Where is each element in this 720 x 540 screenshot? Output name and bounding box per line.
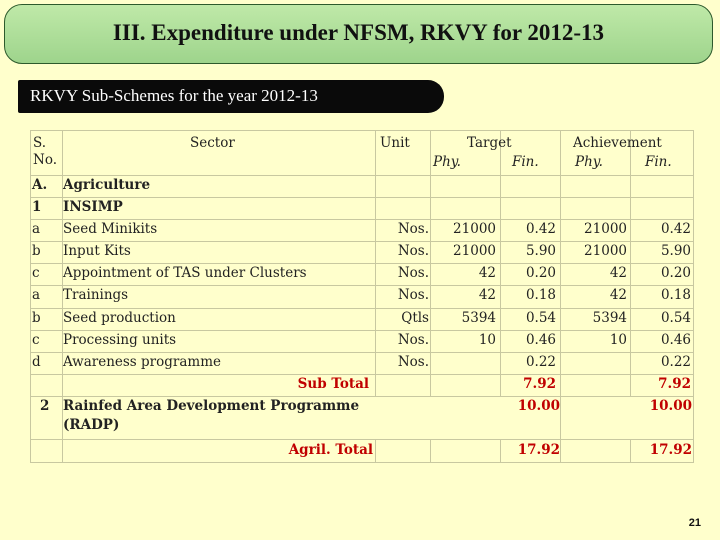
table-cell	[30, 439, 63, 463]
agril-total-target-fin: 17.92	[517, 442, 560, 458]
row-unit: Nos.	[397, 243, 429, 259]
table-cell	[375, 439, 431, 463]
header-sno-2: No.	[33, 152, 57, 168]
header-sector: Sector	[190, 135, 235, 151]
table-cell	[560, 352, 631, 375]
table-cell	[500, 197, 561, 220]
radp-target-fin: 10.00	[517, 398, 560, 414]
table-cell	[630, 175, 694, 198]
row-sector: Agriculture	[63, 177, 151, 193]
row-sector: Input Kits	[63, 243, 131, 259]
row-target-phy: 42	[478, 265, 496, 281]
header-sno: S.	[33, 135, 47, 151]
row-achievement-fin: 0.54	[660, 310, 691, 326]
row-sno: c	[32, 265, 40, 281]
row-target-fin: 0.42	[525, 221, 556, 237]
agril-total-achievement-fin: 17.92	[649, 442, 692, 458]
table-cell	[430, 175, 501, 198]
row-sector: Trainings	[63, 287, 129, 303]
row-unit: Nos.	[397, 332, 429, 348]
table-cell	[430, 439, 501, 463]
row-target-fin: 0.46	[525, 332, 556, 348]
agril-total-label: Agril. Total	[288, 442, 373, 458]
radp-sno: 2	[40, 398, 50, 414]
page-number: 21	[688, 517, 701, 529]
table-cell	[375, 175, 431, 198]
row-achievement-phy: 21000	[584, 221, 627, 237]
radp-label-2: (RADP)	[63, 417, 120, 433]
table-cell	[560, 374, 631, 397]
table-cell	[560, 197, 631, 220]
table-cell	[500, 175, 561, 198]
slide-subtitle: RKVY Sub-Schemes for the year 2012-13	[30, 86, 318, 105]
row-unit: Nos.	[397, 287, 429, 303]
row-achievement-fin: 0.22	[660, 354, 691, 370]
table-cell	[375, 374, 431, 397]
row-unit: Nos.	[397, 265, 429, 281]
row-sector: Appointment of TAS under Clusters	[63, 265, 307, 281]
row-unit: Nos.	[397, 354, 429, 370]
row-sno: a	[32, 221, 41, 237]
row-sno: 1	[32, 199, 42, 215]
row-target-phy: 10	[478, 332, 496, 348]
subtitle-banner	[18, 80, 444, 113]
row-achievement-phy: 42	[609, 265, 627, 281]
header-achievement-fin: Fin.	[645, 154, 672, 170]
row-sno: b	[32, 243, 41, 259]
row-achievement-phy: 21000	[584, 243, 627, 259]
table-cell	[375, 197, 431, 220]
slide-title: III. Expenditure under NFSM, RKVY for 2012-13	[112, 20, 605, 45]
row-target-phy: 21000	[453, 243, 496, 259]
table-cell	[560, 175, 631, 198]
sub-total-label: Sub Total	[297, 376, 369, 392]
row-target-phy: 21000	[453, 221, 496, 237]
row-sector: Awareness programme	[63, 354, 221, 370]
header-achievement-phy: Phy.	[575, 154, 603, 170]
table-cell	[560, 439, 631, 463]
header-unit: Unit	[380, 135, 410, 151]
row-sno: b	[32, 310, 41, 326]
sub-total-target-fin: 7.92	[523, 376, 556, 392]
row-target-phy: 5394	[461, 310, 496, 326]
title-banner	[4, 4, 713, 64]
row-achievement-fin: 0.42	[660, 221, 691, 237]
row-sno: c	[32, 332, 40, 348]
radp-label: Rainfed Area Development Programme	[63, 398, 360, 414]
row-achievement-fin: 5.90	[660, 243, 691, 259]
row-unit: Nos.	[397, 221, 429, 237]
row-sector: Seed production	[63, 310, 176, 326]
row-target-phy: 42	[478, 287, 496, 303]
table-cell	[630, 197, 694, 220]
row-achievement-phy: 10	[609, 332, 627, 348]
table-cell	[430, 197, 501, 220]
table-cell	[30, 374, 63, 397]
header-target-phy: Phy.	[433, 154, 461, 170]
radp-achievement-fin: 10.00	[649, 398, 692, 414]
row-target-fin: 0.22	[525, 354, 556, 370]
row-unit: Qtls	[401, 310, 429, 326]
header-achievement: Achievement	[573, 135, 662, 151]
header-target: Target	[467, 135, 512, 151]
row-target-fin: 0.54	[525, 310, 556, 326]
row-target-fin: 0.20	[525, 265, 556, 281]
header-target-fin: Fin.	[512, 154, 539, 170]
row-target-fin: 0.18	[525, 287, 556, 303]
row-sector: Processing units	[63, 332, 177, 348]
row-sector: Seed Minikits	[63, 221, 158, 237]
row-achievement-phy: 42	[609, 287, 627, 303]
row-achievement-fin: 0.20	[660, 265, 691, 281]
row-sector: INSIMP	[63, 199, 123, 215]
row-sno: A.	[32, 177, 48, 193]
row-achievement-fin: 0.18	[660, 287, 691, 303]
row-achievement-fin: 0.46	[660, 332, 691, 348]
row-target-fin: 5.90	[525, 243, 556, 259]
row-sno: a	[32, 287, 41, 303]
row-sno: d	[32, 354, 41, 370]
sub-total-achievement-fin: 7.92	[658, 376, 691, 392]
table-cell	[430, 374, 501, 397]
row-achievement-phy: 5394	[592, 310, 627, 326]
table-cell	[430, 352, 501, 375]
